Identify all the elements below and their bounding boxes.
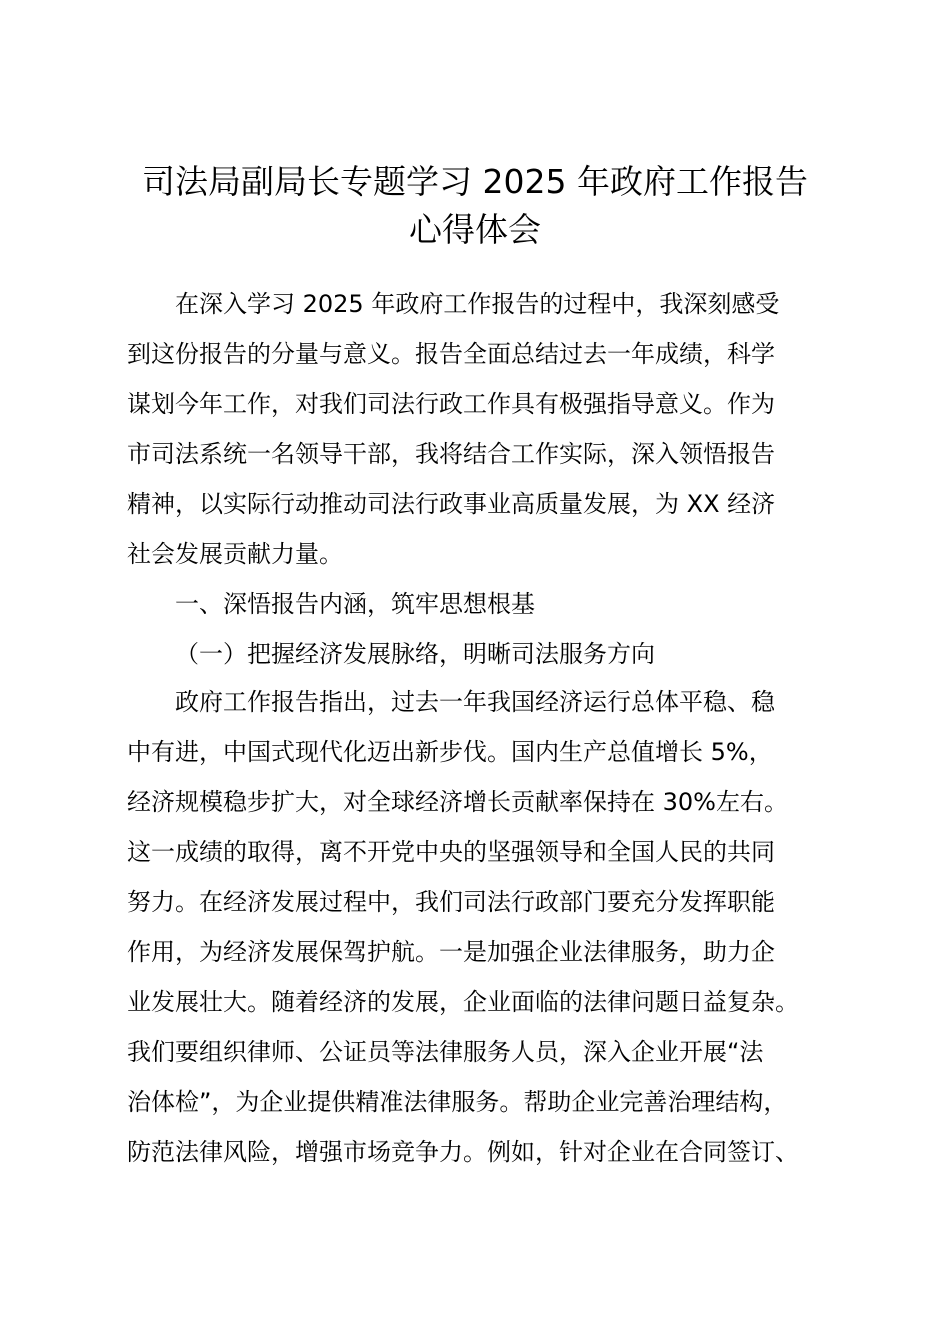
document-title-line-2: 心得体会 [409, 210, 541, 249]
document-title-line-1: 司法局副局长专题学习 2025 年政府工作报告 [142, 162, 808, 201]
paragraph-line: 政府工作报告指出，过去一年我国经济运行总体平稳、稳 [175, 688, 775, 716]
paragraph-line: 这一成绩的取得，离不开党中央的坚强领导和全国人民的共同 [127, 838, 775, 866]
subsection-heading: （一）把握经济发展脉络，明晰司法服务方向 [175, 640, 655, 668]
paragraph-line: 防范法律风险，增强市场竞争力。例如，针对企业在合同签订、 [127, 1138, 799, 1166]
paragraph-line: 我们要组织律师、公证员等法律服务人员，深入企业开展“法 [127, 1038, 764, 1066]
paragraph-line: 市司法系统一名领导干部，我将结合工作实际，深入领悟报告 [127, 440, 775, 468]
paragraph-line: 治体检”，为企业提供精准法律服务。帮助企业完善治理结构， [127, 1088, 788, 1116]
paragraph-line: 作用，为经济发展保驾护航。一是加强企业法律服务，助力企 [127, 938, 775, 966]
paragraph-line: 到这份报告的分量与意义。报告全面总结过去一年成绩，科学 [127, 340, 775, 368]
paragraph-line: 业发展壮大。随着经济的发展，企业面临的法律问题日益复杂。 [127, 988, 799, 1016]
paragraph-line: 精神，以实际行动推动司法行政事业高质量发展，为 XX 经济 [127, 490, 776, 518]
paragraph-line: 社会发展贡献力量。 [127, 540, 343, 568]
paragraph-line: 努力。在经济发展过程中，我们司法行政部门要充分发挥职能 [127, 888, 775, 916]
paragraph-line: 在深入学习 2025 年政府工作报告的过程中，我深刻感受 [175, 290, 780, 318]
section-heading: 一、深悟报告内涵，筑牢思想根基 [175, 590, 535, 618]
paragraph-line: 谋划今年工作，对我们司法行政工作具有极强指导意义。作为 [127, 390, 775, 418]
paragraph-line: 经济规模稳步扩大，对全球经济增长贡献率保持在 30%左右。 [127, 788, 788, 816]
paragraph-line: 中有进，中国式现代化迈出新步伐。国内生产总值增长 5%， [127, 738, 773, 766]
